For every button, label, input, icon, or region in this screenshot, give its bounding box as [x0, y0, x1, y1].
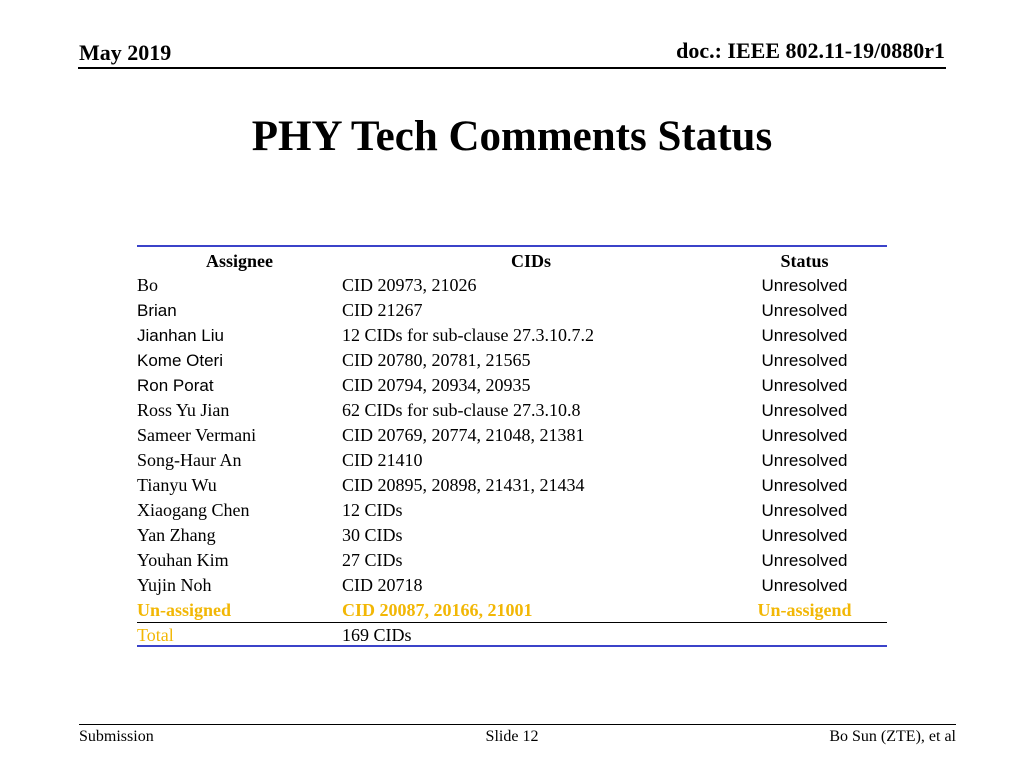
header-cids: CIDs — [510, 251, 551, 271]
cids-cell: CID 20895, 20898, 21431, 21434 — [342, 475, 585, 495]
table-row — [137, 273, 887, 298]
status-cell: Unresolved — [761, 376, 848, 395]
header-divider — [78, 67, 946, 69]
cids-cell: 169 CIDs — [342, 625, 412, 645]
header-status: Status — [780, 251, 829, 271]
status-cell: Unresolved — [761, 576, 848, 595]
status-cell: Unresolved — [761, 551, 848, 570]
assignee-cell: Sameer Vermani — [137, 425, 257, 445]
cids-cell: CID 21267 — [342, 300, 423, 320]
cids-cell: CID 20780, 20781, 21565 — [342, 350, 531, 370]
status-cell: Unresolved — [761, 401, 848, 420]
assignee-cell: Yan Zhang — [137, 525, 216, 545]
cids-cell: 12 CIDs — [342, 500, 403, 520]
table-row — [137, 323, 887, 348]
assignee-cell: Song-Haur An — [137, 450, 242, 470]
slide-title: PHY Tech Comments Status — [251, 113, 773, 160]
status-cell: Unresolved — [761, 476, 848, 495]
status-cell: Unresolved — [761, 526, 848, 545]
assignee-cell: Un-assigned — [137, 600, 232, 620]
assignee-cell: Tianyu Wu — [137, 475, 217, 495]
table-row — [137, 548, 887, 573]
status-cell: Unresolved — [761, 501, 848, 520]
table-row — [137, 448, 887, 473]
assignee-cell: Bo — [137, 275, 159, 295]
assignee-cell: Total — [137, 625, 174, 645]
cids-cell: CID 20718 — [342, 575, 423, 595]
status-cell: Unresolved — [761, 326, 848, 345]
cids-cell: 27 CIDs — [342, 550, 403, 570]
table-bottom-rule — [137, 645, 887, 647]
cids-cell: 30 CIDs — [342, 525, 403, 545]
cids-cell: 62 CIDs for sub-clause 27.3.10.8 — [342, 400, 581, 420]
cids-cell: CID 20769, 20774, 21048, 21381 — [342, 425, 585, 445]
table-header-row — [137, 249, 887, 274]
assignee-cell: Xiaogang Chen — [137, 500, 250, 520]
cids-cell: CID 21410 — [342, 450, 423, 470]
table-row — [137, 398, 887, 423]
cids-cell: CID 20973, 21026 — [342, 275, 477, 295]
table-row — [137, 523, 887, 548]
status-cell: Unresolved — [761, 301, 848, 320]
table-row — [137, 498, 887, 523]
table-row — [137, 423, 887, 448]
footer-submission: Submission — [79, 728, 154, 745]
cids-cell: CID 20794, 20934, 20935 — [342, 375, 531, 395]
table-row — [137, 573, 887, 598]
status-cell: Unresolved — [761, 426, 848, 445]
assignee-cell: Brian — [137, 301, 177, 320]
footer-slide-number: Slide 12 — [485, 728, 539, 745]
assignee-cell: Kome Oteri — [137, 351, 223, 370]
header-date: May 2019 — [79, 40, 172, 65]
status-cell: Unresolved — [761, 276, 848, 295]
table-top-rule — [137, 245, 887, 247]
assignee-cell: Ross Yu Jian — [137, 400, 230, 420]
table-row — [137, 298, 887, 323]
assignee-cell: Ron Porat — [137, 376, 214, 395]
cids-cell: CID 20087, 20166, 21001 — [342, 600, 533, 620]
status-cell: Unresolved — [761, 451, 848, 470]
table-row — [137, 373, 887, 398]
assignee-cell: Youhan Kim — [137, 550, 229, 570]
header-assignee: Assignee — [206, 251, 273, 271]
footer-divider — [79, 724, 956, 725]
status-cell: Un-assigend — [757, 600, 852, 620]
status-cell: Unresolved — [761, 351, 848, 370]
assignee-cell: Jianhan Liu — [137, 326, 224, 345]
table-row — [137, 473, 887, 498]
table-row-unassigned — [137, 598, 887, 623]
assignee-cell: Yujin Noh — [137, 575, 212, 595]
cids-cell: 12 CIDs for sub-clause 27.3.10.7.2 — [342, 325, 594, 345]
table-row — [137, 348, 887, 373]
header-doc-id: doc.: IEEE 802.11-19/0880r1 — [676, 38, 945, 63]
footer-author: Bo Sun (ZTE), et al — [829, 728, 956, 745]
